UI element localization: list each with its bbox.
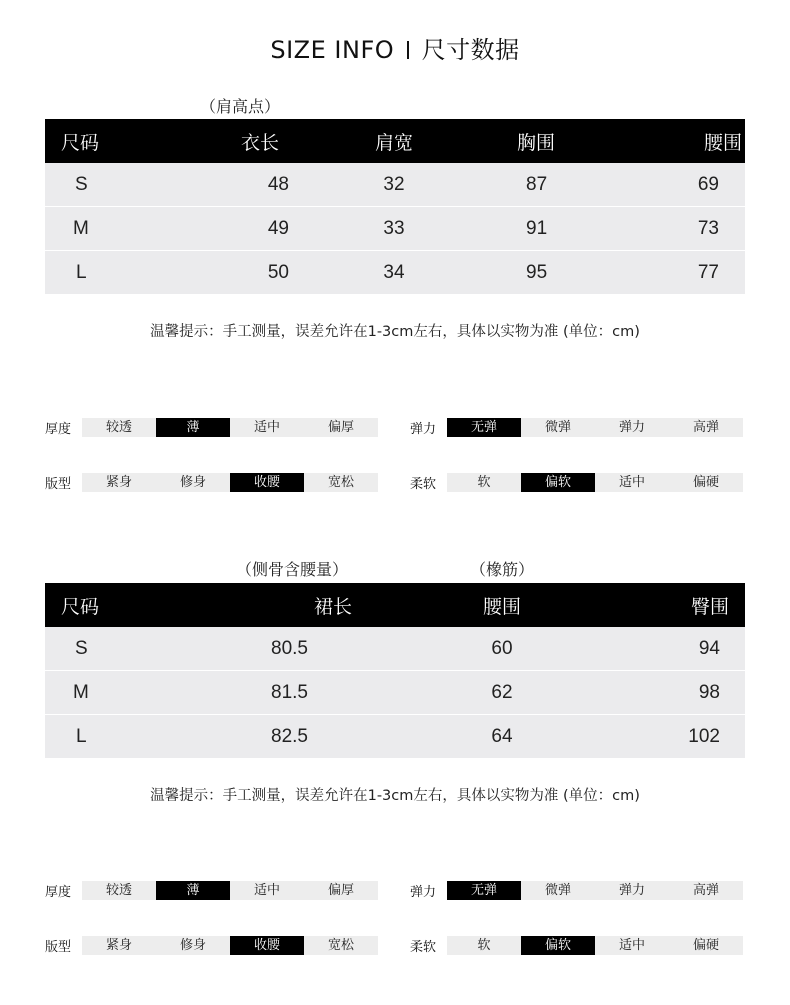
cell-skirt-length: 80.5 (117, 627, 467, 671)
cell-waist: 60 (467, 627, 537, 671)
scale-option: 软 (477, 475, 491, 490)
header-skirt-length: 裙长 (117, 583, 467, 627)
scale-option: 紧身 (105, 938, 132, 953)
scale-options (82, 473, 378, 492)
table-row (45, 251, 745, 295)
page-title (0, 30, 790, 65)
scale-option: 适中 (253, 883, 280, 898)
scale-options (447, 473, 743, 492)
scale-option: 偏厚 (327, 420, 354, 435)
scale-options (447, 418, 743, 437)
table-header-row (45, 583, 745, 627)
header-waist: 腰围 (467, 583, 537, 627)
scale-elasticity (410, 881, 743, 900)
scale-options (447, 936, 743, 955)
scale-label: 柔软 (410, 940, 437, 955)
scale-option: 偏硬 (692, 475, 719, 490)
table-row (45, 627, 745, 671)
scale-softness (410, 936, 743, 955)
elastic-note: （橡筋） (470, 560, 535, 579)
scale-option-selected: 无弹 (447, 418, 521, 437)
scale-option: 偏厚 (327, 883, 354, 898)
cell-hip: 98 (537, 671, 745, 715)
scale-option: 较透 (105, 883, 132, 898)
scale-option: 较透 (105, 420, 132, 435)
cell-size: L (45, 251, 117, 295)
cell-shoulder: 34 (359, 251, 429, 295)
scale-label: 厚度 (45, 422, 72, 437)
scale-thickness (45, 881, 378, 900)
table-row (45, 207, 745, 251)
header-size: 尺码 (45, 583, 117, 627)
cell-length: 48 (117, 163, 359, 207)
header-shoulder: 肩宽 (359, 119, 429, 163)
scale-options (82, 936, 378, 955)
scale-option-selected: 收腰 (230, 473, 304, 492)
scale-fit (45, 936, 378, 955)
cell-hip: 94 (537, 627, 745, 671)
scale-option: 微弹 (544, 420, 571, 435)
scale-option: 高弹 (692, 420, 719, 435)
cell-size: S (45, 627, 117, 671)
scale-option: 高弹 (692, 883, 719, 898)
scale-option: 弹力 (618, 883, 645, 898)
scale-label: 厚度 (45, 885, 72, 900)
scale-option: 微弹 (544, 883, 571, 898)
cell-size: M (45, 207, 117, 251)
scale-option-selected: 收腰 (230, 936, 304, 955)
table-row (45, 671, 745, 715)
scale-options (447, 881, 743, 900)
measurement-tip: 温馨提示：手工测量，误差允许在1-3cm左右，具体以实物为准 (单位：cm) (150, 324, 640, 340)
title-cn: 尺寸数据 (421, 36, 520, 64)
scale-option: 修身 (179, 475, 206, 490)
cell-size: L (45, 715, 117, 759)
header-chest: 胸围 (429, 119, 674, 163)
scale-label: 柔软 (410, 477, 437, 492)
cell-length: 49 (117, 207, 359, 251)
header-size: 尺码 (45, 119, 117, 163)
side-seam-note: （侧骨含腰量） (236, 560, 349, 579)
scale-option: 修身 (179, 938, 206, 953)
cell-waist: 73 (674, 207, 745, 251)
scale-option-selected: 偏软 (521, 936, 595, 955)
scale-label: 弹力 (410, 422, 437, 437)
cell-skirt-length: 82.5 (117, 715, 467, 759)
measurement-tip: 温馨提示：手工测量，误差允许在1-3cm左右，具体以实物为准 (单位：cm) (150, 788, 640, 804)
scale-option: 偏硬 (692, 938, 719, 953)
cell-length: 50 (117, 251, 359, 295)
scale-option-selected: 偏软 (521, 473, 595, 492)
header-hip: 臀围 (537, 583, 745, 627)
scale-option: 适中 (253, 420, 280, 435)
scale-label: 版型 (45, 940, 72, 955)
cell-chest: 95 (429, 251, 674, 295)
cell-shoulder: 33 (359, 207, 429, 251)
scale-option-selected: 薄 (156, 418, 230, 437)
scale-option: 适中 (618, 475, 645, 490)
cell-waist: 69 (674, 163, 745, 207)
title-en: SIZE INFO (270, 36, 395, 64)
scale-option: 软 (477, 938, 491, 953)
scale-option-selected: 薄 (156, 881, 230, 900)
scale-option: 紧身 (105, 475, 132, 490)
cell-chest: 91 (429, 207, 674, 251)
scale-options (82, 881, 378, 900)
table-row (45, 715, 745, 759)
scale-option: 宽松 (327, 938, 354, 953)
scale-option: 弹力 (618, 420, 645, 435)
cell-waist: 64 (467, 715, 537, 759)
cell-waist: 77 (674, 251, 745, 295)
top-size-table (45, 119, 745, 294)
header-waist: 腰围 (674, 119, 745, 163)
scale-option-selected: 无弹 (447, 881, 521, 900)
table-row (45, 163, 745, 207)
scale-elasticity (410, 418, 743, 437)
scale-label: 版型 (45, 477, 72, 492)
scale-label: 弹力 (410, 885, 437, 900)
cell-waist: 62 (467, 671, 537, 715)
bottom-size-table (45, 583, 745, 758)
cell-chest: 87 (429, 163, 674, 207)
scale-options (82, 418, 378, 437)
scale-option: 适中 (618, 938, 645, 953)
cell-shoulder: 32 (359, 163, 429, 207)
scale-fit (45, 473, 378, 492)
cell-size: M (45, 671, 117, 715)
scale-thickness (45, 418, 378, 437)
cell-hip: 102 (537, 715, 745, 759)
table-header-row (45, 119, 745, 163)
scale-softness (410, 473, 743, 492)
title-divider (407, 41, 409, 59)
scale-option: 宽松 (327, 475, 354, 490)
cell-skirt-length: 81.5 (117, 671, 467, 715)
header-length: 衣长 (117, 119, 359, 163)
shoulder-note: （肩高点） (200, 97, 281, 116)
cell-size: S (45, 163, 117, 207)
